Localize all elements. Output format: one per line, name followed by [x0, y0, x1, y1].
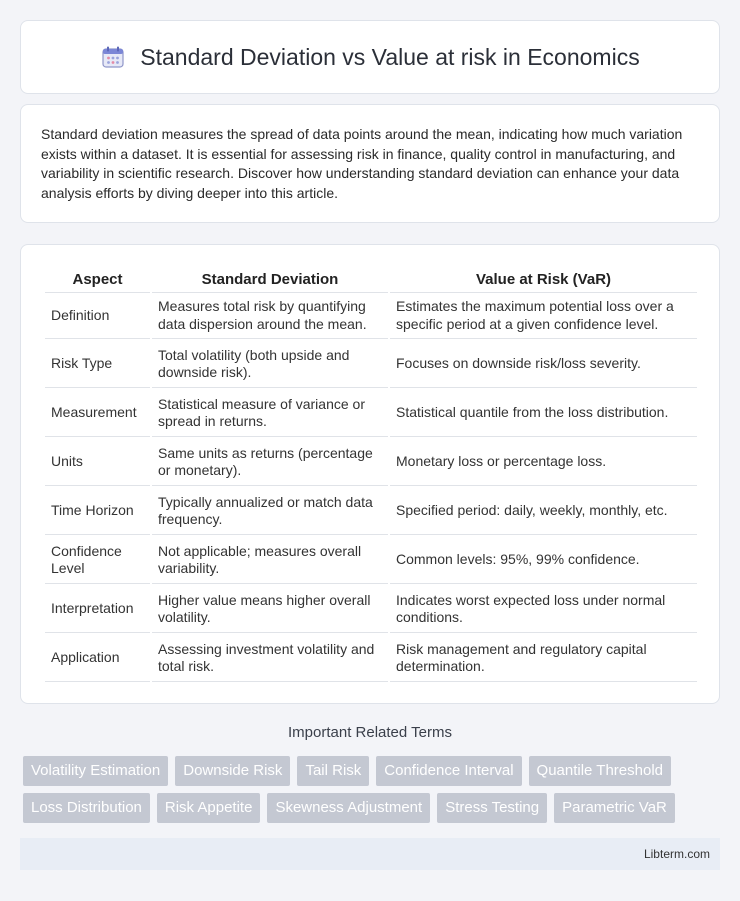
- table-cell: Specified period: daily, weekly, monthly, etc.: [390, 488, 697, 535]
- table-cell: Monetary loss or percentage loss.: [390, 439, 697, 486]
- table-row: [45, 488, 697, 535]
- table-cell: Estimates the maximum potential loss over a specific period at a given confidence level.: [390, 292, 697, 339]
- table-cell: Indicates worst expected loss under normal conditions.: [390, 586, 697, 633]
- table-cell: Application: [45, 635, 150, 682]
- footer: [20, 838, 720, 870]
- table-cell: Not applicable; measures overall variability.: [152, 537, 388, 584]
- related-term-tag[interactable]: Skewness Adjustment: [267, 793, 430, 823]
- footer-site-link[interactable]: Libterm.com: [643, 847, 710, 861]
- table-cell: Assessing investment volatility and total risk.: [152, 635, 388, 682]
- table-cell: Higher value means higher overall volatility.: [152, 586, 388, 633]
- table-cell: Same units as returns (percentage or monetary).: [152, 439, 388, 486]
- table-row: [45, 292, 697, 339]
- table-cell: Definition: [45, 292, 150, 339]
- table-cell: Interpretation: [45, 586, 150, 633]
- column-header-standard-deviation: Standard Deviation: [201, 271, 339, 288]
- table-cell: Statistical measure of variance or spread in returns.: [152, 390, 388, 437]
- table-cell: Risk Type: [45, 341, 150, 388]
- table-row: [45, 537, 697, 584]
- table-cell: Statistical quantile from the loss distribution.: [390, 390, 697, 437]
- table-cell: Typically annualized or match data frequency.: [152, 488, 388, 535]
- table-row: [45, 341, 697, 388]
- related-term-tag[interactable]: Downside Risk: [175, 756, 290, 786]
- table-row: [45, 635, 697, 682]
- table-row: [45, 439, 697, 486]
- related-term-tag[interactable]: Volatility Estimation: [23, 756, 168, 786]
- table-row: [45, 390, 697, 437]
- header-card: [20, 20, 720, 94]
- table-cell: Measures total risk by quantifying data dispersion around the mean.: [152, 292, 388, 339]
- related-term-tag[interactable]: Risk Appetite: [157, 793, 261, 823]
- intro-card: [20, 104, 720, 223]
- related-terms-row-1: [23, 756, 723, 786]
- table-cell: Total volatility (both upside and downside risk).: [152, 341, 388, 388]
- intro-text: Standard deviation measures the spread of data points around the mean, indicating how much variation exists within a dataset. It is essential for assessing risk in finance, quality control in manufacturing, and variability in scientific research. Discover how understanding standard deviation can enhance your data analysis efforts by diving deeper into this article.: [41, 126, 683, 201]
- comparison-table-card: [20, 244, 720, 704]
- calendar-icon: [100, 44, 126, 70]
- table-cell: Common levels: 95%, 99% confidence.: [390, 537, 697, 584]
- table-row: [45, 586, 697, 633]
- page-title: Standard Deviation vs Value at risk in Economics: [140, 43, 640, 70]
- related-term-tag[interactable]: Loss Distribution: [23, 793, 150, 823]
- related-term-tag[interactable]: Stress Testing: [437, 793, 547, 823]
- related-term-tag[interactable]: Tail Risk: [297, 756, 369, 786]
- table-cell: Time Horizon: [45, 488, 150, 535]
- column-header-var: Value at Risk (VaR): [475, 271, 612, 288]
- column-header-aspect: Aspect: [72, 271, 123, 288]
- table-cell: Focuses on downside risk/loss severity.: [390, 341, 697, 388]
- related-term-tag[interactable]: Confidence Interval: [376, 756, 521, 786]
- related-term-tag[interactable]: Quantile Threshold: [529, 756, 671, 786]
- comparison-table: [43, 265, 699, 684]
- table-cell: Units: [45, 439, 150, 486]
- related-terms-row-2: [23, 793, 723, 823]
- table-cell: Measurement: [45, 390, 150, 437]
- table-cell: Confidence Level: [45, 537, 150, 584]
- table-cell: Risk management and regulatory capital determination.: [390, 635, 697, 682]
- table-header-row: [45, 267, 697, 290]
- related-terms-title: Important Related Terms: [288, 724, 452, 741]
- related-term-tag[interactable]: Parametric VaR: [554, 793, 675, 823]
